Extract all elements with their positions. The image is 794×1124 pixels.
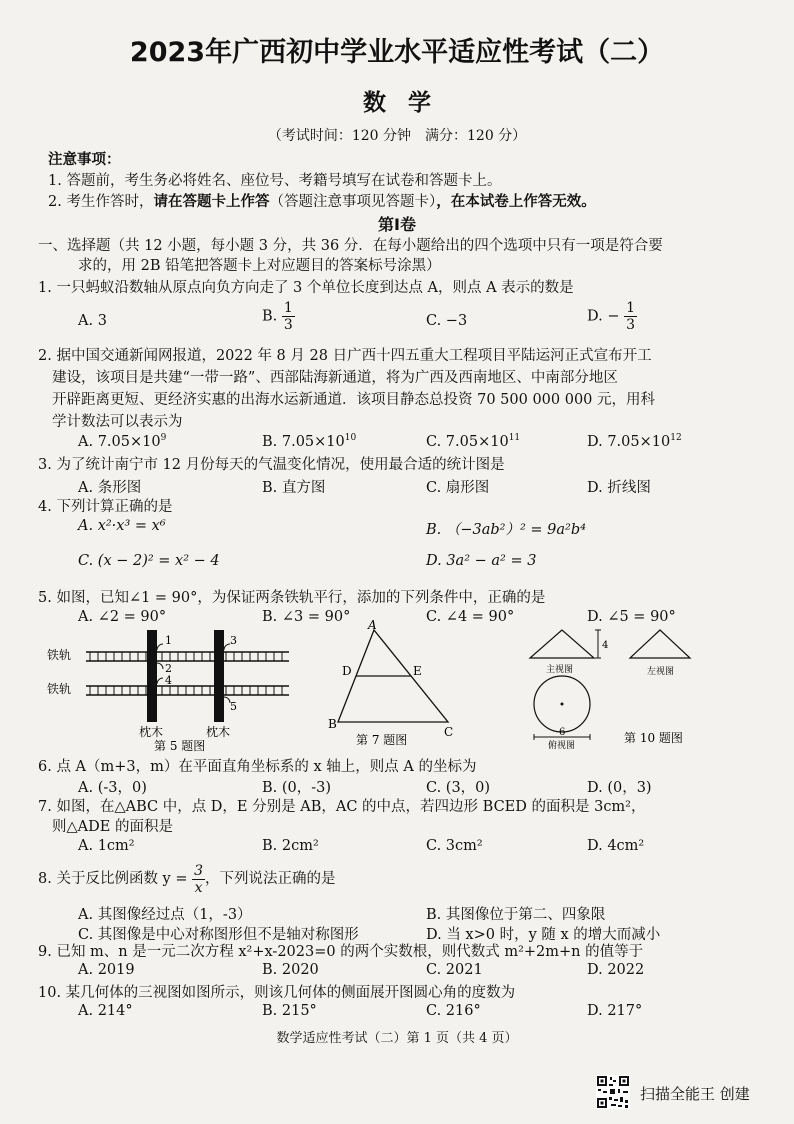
- q2-line-1: 2. 据中国交通新闻网报道，2022 年 8 月 28 日广西十四五重大工程项目平陆运河正式宣布开工: [38, 348, 652, 364]
- q4-option-c: C. (x − 2)² = x² − 4: [78, 553, 220, 569]
- rail-label-top: 铁轨: [47, 648, 72, 662]
- q4-option-d: D. 3a² − a² = 3: [426, 553, 537, 569]
- q10-option-c: C. 216°: [426, 1003, 481, 1019]
- q3-option-b: B. 直方图: [262, 480, 326, 496]
- rail-label-bottom: 铁轨: [47, 682, 72, 696]
- exam-title: 2023年广西初中学业水平适应性考试（二）: [129, 37, 665, 68]
- vertex-e-label: E: [413, 664, 422, 678]
- q7-option-a: A. 1cm²: [78, 838, 135, 854]
- q2-option-a: A. $7.05\times 10^9$: [78, 433, 167, 450]
- q10-option-b: B. 215°: [262, 1003, 317, 1019]
- q8-option-b: B. 其图像位于第二、四象限: [426, 907, 606, 923]
- q9-option-c: C. 2021: [426, 962, 483, 978]
- q8-option-d: D. 当 x>0 时，y 随 x 的增大而减小: [426, 927, 661, 943]
- vertex-d-label: D: [342, 664, 352, 678]
- q7-option-d: D. 4cm²: [587, 838, 645, 854]
- q8-option-c: C. 其图像是中心对称图形但不是轴对称图形: [78, 927, 359, 943]
- figure-10-caption: 第 10 题图: [624, 731, 683, 745]
- q10-stem: 10. 某几何体的三视图如图所示，则该几何体的侧面展开图圆心角的度数为: [38, 985, 516, 1001]
- q1-option-a: A. 3: [78, 313, 107, 329]
- q9-option-b: B. 2020: [262, 962, 319, 978]
- scanner-watermark: 扫描全能王 创建: [640, 1085, 750, 1103]
- figure-5-railway: [44, 628, 314, 753]
- q6-option-a: A. (-3，0): [78, 780, 147, 796]
- figure-10-three-views: [524, 624, 699, 749]
- vertex-c-label: C: [444, 725, 454, 739]
- front-view-label: 主视图: [546, 665, 574, 675]
- q2-line-3: 开辟距离更短、更经济实惠的出海水运新通道．该项目静态总投资 70 500 000 000 元，用科: [52, 392, 656, 408]
- q8-option-a: A. 其图像经过点（1，-3）: [78, 907, 252, 923]
- part-instructions-2: 求的，用 2B 铅笔把答题卡上对应题目的答案标号涂黑）: [78, 258, 441, 274]
- qr-code-icon: [596, 1075, 630, 1109]
- figure-5-caption: 第 5 题图: [154, 739, 206, 753]
- q1-stem: 1. 一只蚂蚁沿数轴从原点向负方向走了 3 个单位长度到达点 A，则点 A 表示的数是: [38, 280, 574, 296]
- q8-stem: 8. 关于反比例函数 y = $\frac{3}{x}$ ，下列说法正确的是: [38, 862, 336, 896]
- q6-option-c: C. (3，0): [426, 780, 491, 796]
- q5-option-d: D. ∠5 = 90°: [587, 609, 676, 625]
- angle-1-label: 1: [165, 634, 172, 647]
- q1-option-d: D. − $\frac{1}{3}$: [587, 300, 636, 333]
- vertex-a-label: A: [368, 620, 377, 632]
- q7-option-c: C. 3cm²: [426, 838, 483, 854]
- q1-d-fraction: $\frac{1}{3}$: [626, 300, 636, 333]
- q3-option-d: D. 折线图: [587, 480, 651, 496]
- q5-option-b: B. ∠3 = 90°: [262, 609, 351, 625]
- note-2: 2. 考生作答时，请在答题卡上作答（答题注意事项见答题卡），在本试卷上作答无效。: [48, 193, 596, 210]
- q5-option-c: C. ∠4 = 90°: [426, 609, 515, 625]
- q2-option-d: D. $7.05\times 10^{12}$: [587, 433, 682, 450]
- q6-option-d: D. (0，3): [587, 780, 652, 796]
- angle-2-label: 2: [165, 662, 172, 675]
- q2-option-c: C. $7.05\times 10^{11}$: [426, 433, 521, 450]
- q3-option-a: A. 条形图: [78, 480, 142, 496]
- q4-option-b: B. （−3ab²）² = 9a²b⁴: [426, 522, 586, 538]
- q6-option-b: B. (0，-3): [262, 780, 332, 796]
- q2-line-4: 学计数法可以表示为: [52, 414, 183, 430]
- q6-stem: 6. 点 A（m+3，m）在平面直角坐标系的 x 轴上，则点 A 的坐标为: [38, 759, 477, 775]
- q1-option-c: C. −3: [426, 313, 468, 329]
- q2-line-2: 建设，该项目是共建“一带一路”、西部陆海新通道，将为广西及西南地区、中南部分地区: [52, 370, 618, 386]
- q3-option-c: C. 扇形图: [426, 480, 490, 496]
- q2-option-b: B. $7.05\times 10^{10}$: [262, 433, 357, 450]
- q7-line-1: 7. 如图，在△ABC 中，点 D，E 分别是 AB，AC 的中点，若四边形 BCED 的面积是 3cm²，: [38, 799, 646, 815]
- q4-option-a: A. x²·x³ = x⁶: [78, 518, 166, 534]
- tie-label-right: 枕木: [206, 725, 231, 739]
- q3-stem: 3. 为了统计南宁市 12 月份每天的气温变化情况，使用最合适的统计图是: [38, 457, 505, 473]
- q7-option-b: B. 2cm²: [262, 838, 319, 854]
- figure-7-triangle: [322, 620, 462, 750]
- q8-fraction: $\frac{3}{x}$: [194, 862, 204, 896]
- q9-option-d: D. 2022: [587, 962, 645, 978]
- height-dim: 4: [602, 640, 609, 651]
- q10-option-d: D. 217°: [587, 1003, 643, 1019]
- figure-7-caption: 第 7 题图: [356, 733, 408, 747]
- angle-4-label: 4: [165, 674, 172, 687]
- width-dim: 6: [559, 727, 566, 738]
- q4-stem: 4. 下列计算正确的是: [38, 499, 173, 515]
- q1-b-fraction: $\frac{1}{3}$: [283, 300, 293, 333]
- q9-option-a: A. 2019: [78, 962, 135, 978]
- subject-title: 数学: [363, 90, 453, 116]
- side-view-label: 左视图: [647, 667, 675, 677]
- q1-option-b: B. $\frac{1}{3}$: [262, 300, 293, 333]
- q7-line-2: 则△ADE 的面积是: [52, 819, 173, 835]
- top-view-label: 俯视图: [548, 741, 576, 749]
- q5-option-a: A. ∠2 = 90°: [78, 609, 167, 625]
- vertex-b-label: B: [328, 717, 337, 731]
- q5-stem: 5. 如图，已知∠1 = 90°，为保证两条铁轨平行，添加的下列条件中，正确的是: [38, 590, 546, 606]
- exam-meta: （考试时间：120 分钟 满分：120 分）: [267, 128, 527, 144]
- angle-5-label: 5: [230, 700, 237, 713]
- tie-label-left: 枕木: [139, 725, 164, 739]
- q10-option-a: A. 214°: [78, 1003, 133, 1019]
- q9-stem: 9. 已知 m、n 是一元二次方程 x²+x-2023=0 的两个实数根，则代数式 m²+2m+n 的值等于: [38, 944, 644, 960]
- part-instructions-1: 一、选择题（共 12 小题，每小题 3 分，共 36 分．在每小题给出的四个选项中只有一项是符合要: [38, 238, 663, 254]
- page-footer: 数学适应性考试（二）第 1 页（共 4 页）: [276, 1031, 518, 1046]
- note-1: 1. 答题前，考生务必将姓名、座位号、考籍号填写在试卷和答题卡上。: [48, 173, 502, 189]
- angle-3-label: 3: [230, 634, 237, 647]
- section-title: 第Ⅰ卷: [378, 215, 416, 234]
- notes-heading: 注意事项：: [48, 151, 121, 168]
